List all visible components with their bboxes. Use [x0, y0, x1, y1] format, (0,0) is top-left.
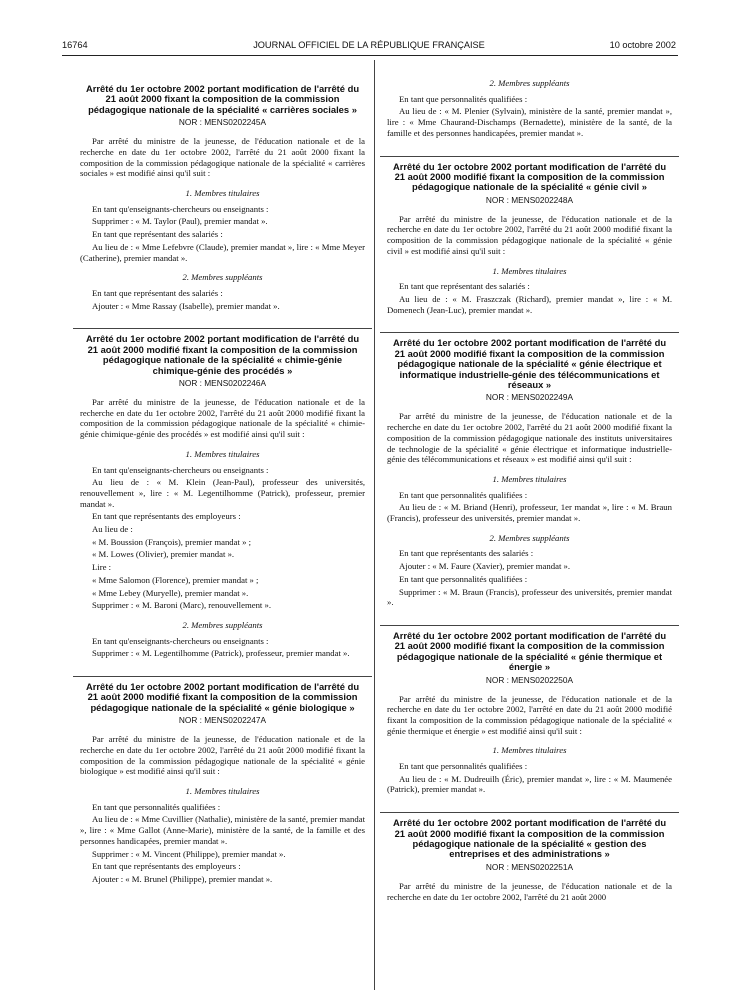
decree-line: Supprimer : « M. Legentilhomme (Patrick), professeur, premier mandat ».	[92, 648, 350, 659]
decree-line: En tant que personnalités qualifiées :	[92, 801, 221, 812]
decree-title: Arrêté du 1er octobre 2002 portant modification de l'arrêté du 21 août 2000 modifié fixant la composition de la commission pédagogique nationale de la spécialité « génie biologique »	[85, 681, 360, 713]
decree-line: « Mme Salomon (Florence), premier mandat » ;	[92, 574, 259, 585]
decree-title: Arrêté du 1er octobre 2002 portant modification de l'arrêté du 21 août 2000 modifié fixant la composition de la commission pédagogique nationale de la spécialité « génie thermique et énergie »	[392, 629, 667, 673]
section-heading: 2. Membres suppléants	[182, 272, 263, 283]
journal-title: JOURNAL OFFICIEL DE LA RÉPUBLIQUE FRANÇAISE	[253, 40, 485, 50]
page-number: 16764	[62, 40, 88, 50]
decree-line: « Mme Lebey (Muryelle), premier mandat ».	[92, 587, 249, 598]
decree-title: Arrêté du 1er octobre 2002 portant modification de l'arrêté du 21 août 2000 modifié fixant la composition de la commission pédagogique nationale de la spécialité « gestion des entreprises et des administrations »	[392, 817, 667, 860]
nor-reference: NOR : MENS0202246A	[178, 377, 267, 388]
decree-line: Ajouter : « M. Brunel (Philippe), premier mandat ».	[92, 874, 273, 884]
decree-line: Au lieu de :	[92, 524, 133, 535]
decree-line: Supprimer : « M. Vincent (Philippe), premier mandat ».	[92, 848, 286, 859]
header-rule	[62, 55, 678, 56]
decree-article	[387, 78, 672, 139]
decree-intro: Par arrêté du ministre de la jeunesse, de l'éducation nationale et de la recherche en date du 1er octobre 2002, l'arrêté du 21 août 2000 fixant la composition de la commission pédagogique nationale de la spécialité « carrières sociales » est modifié ainsi qu'il suit :	[80, 136, 365, 179]
decree-intro: Par arrêté du ministre de la jeunesse, de l'éducation nationale et de la recherche en date du 1er octobre 2002, l'arrêté du 21 août 2000 modifié fixant la composition de la commission pédagogique nationale des instituts universitaires de technologie de la spécialité « génie électrique et informatique industrielle-génie des télécommunications et réseaux » est modifié ainsi qu'il suit :	[387, 411, 672, 465]
decree-line: Au lieu de : « M. Dudreuilh (Éric), premier mandat », lire : « M. Maumenée (Patrick), premier mandat ».	[387, 773, 672, 795]
decree-line: Supprimer : « M. Baroni (Marc), renouvellement ».	[92, 600, 272, 611]
decree-article	[80, 84, 365, 311]
decree-line: En tant que représentants des employeurs :	[92, 511, 241, 522]
nor-reference: NOR : MENS0202248A	[485, 194, 574, 205]
nor-reference: NOR : MENS0202249A	[485, 392, 574, 403]
decree-title: Arrêté du 1er octobre 2002 portant modification de l'arrêté du 21 août 2000 fixant la composition de la commission pédagogique nationale de la spécialité « carrières sociales »	[85, 83, 360, 115]
nor-reference: NOR : MENS0202245A	[178, 117, 267, 128]
issue-date: 10 octobre 2002	[609, 40, 676, 50]
decree-line: Ajouter : « Mme Rassay (Isabelle), premier mandat ».	[92, 300, 280, 311]
decree-article	[387, 162, 672, 316]
decree-article	[387, 818, 672, 902]
decree-line: Lire :	[92, 562, 112, 573]
decree-intro: Par arrêté du ministre de la jeunesse, de l'éducation nationale et de la recherche en date du 1er octobre 2002, l'arrêté du 21 août 2000 modifié fixant la composition de la commission pédagogique nationale de la spécialité « chimie-génie chimique-génie des procédés » est modifié ainsi qu'il suit :	[80, 396, 365, 440]
decree-title: Arrêté du 1er octobre 2002 portant modification de l'arrêté du 21 août 2000 modifié fixant la composition de la commission pédagogique nationale de la spécialité « génie civil »	[392, 160, 667, 193]
section-heading: 1. Membres titulaires	[492, 473, 567, 484]
section-heading: 2. Membres suppléants	[182, 619, 263, 630]
decree-line: Supprimer : « M. Taylor (Paul), premier mandat ».	[92, 216, 268, 227]
decree-article	[387, 338, 672, 608]
decree-title: Arrêté du 1er octobre 2002 portant modification de l'arrêté du 21 août 2000 modifié fixant la composition de la commission pédagogique nationale de la spécialité « chimie-génie chimique-génie des procédés »	[85, 333, 360, 376]
decree-article	[80, 334, 365, 659]
right-column	[387, 60, 672, 910]
section-heading: 2. Membres suppléants	[489, 78, 570, 88]
decree-line: En tant qu'enseignants-chercheurs ou enseignants :	[92, 464, 269, 475]
section-heading: 1. Membres titulaires	[185, 188, 260, 199]
decree-intro: Par arrêté du ministre de la jeunesse, de l'éducation nationale et de la recherche en date du 1er octobre 2002, l'arrêté du 21 août 2000	[387, 880, 672, 902]
decree-line: Au lieu de : « M. Briand (Henri), professeur, 1er mandat », lire : « M. Braun (Francis), professeur des universités, premier mandat ».	[387, 502, 672, 524]
decree-line: En tant que représentant des salariés :	[92, 229, 223, 240]
decree-line: Au lieu de : « Mme Cuvillier (Nathalie), ministère de la santé, premier mandat », lire : « Mme Gallot (Anne-Marie), ministère de la santé, de la famille et des personnes handicapées, premier mandat ».	[80, 814, 365, 846]
decree-line: En tant que personnalités qualifiées :	[399, 93, 528, 104]
decree-line: « M. Boussion (François), premier mandat » ;	[92, 536, 252, 547]
decree-line: Ajouter : « M. Faure (Xavier), premier mandat ».	[399, 561, 571, 572]
decree-intro: Par arrêté du ministre de la jeunesse, de l'éducation nationale et de la recherche en date du 1er octobre 2002, l'arrêté du 21 août 2000 modifié fixant la composition de la commission pédagogique nationale de la spécialité « génie biologique » est modifié ainsi qu'il suit :	[80, 734, 365, 777]
decree-line: En tant que personnalités qualifiées :	[399, 573, 528, 584]
decree-line: En tant que personnalités qualifiées :	[399, 761, 528, 772]
decree-title: Arrêté du 1er octobre 2002 portant modification de l'arrêté du 21 août 2000 modifié fixant la composition de la commission pédagogique nationale de la spécialité « génie électrique et informatique industrielle-génie des télécommunications et réseaux »	[392, 337, 667, 390]
decree-line: En tant que représentant des salariés :	[92, 287, 223, 298]
nor-reference: NOR : MENS0202247A	[178, 715, 267, 726]
decree-line: Au lieu de : « M. Klein (Jean-Paul), professeur des universités, renouvellement », lire : « M. Legentilhomme (Patrick), professeur, premier mandat ».	[80, 477, 365, 509]
decree-line: Au lieu de : « M. Plenier (Sylvain), ministère de la santé, premier mandat », lire : « Mme Chaurand-Dischamps (Bernadette), ministère de la santé, de la famille et des personnes handicapées, premier mandat ».	[387, 106, 672, 138]
section-heading: 1. Membres titulaires	[185, 448, 260, 459]
page-header	[62, 40, 676, 54]
section-heading: 1. Membres titulaires	[492, 265, 567, 276]
decree-intro: Par arrêté du ministre de la jeunesse, de l'éducation nationale et de la recherche en date du 1er octobre 2002, l'arrêté du 21 août 2000 modifié fixant la composition de la commission pédagogique nationale de la spécialité « génie civil » est modifié ainsi qu'il suit :	[387, 213, 672, 256]
decree-line: En tant que représentants des employeurs :	[92, 861, 241, 872]
decree-line: En tant que représentant des salariés :	[399, 281, 530, 292]
decree-line: En tant que personnalités qualifiées :	[399, 489, 528, 500]
section-heading: 1. Membres titulaires	[492, 745, 567, 756]
section-heading: 1. Membres titulaires	[185, 786, 260, 797]
decree-line: En tant qu'enseignants-chercheurs ou enseignants :	[92, 635, 269, 646]
decree-article	[387, 631, 672, 795]
section-heading: 2. Membres suppléants	[489, 532, 570, 543]
nor-reference: NOR : MENS0202251A	[485, 861, 574, 872]
decree-line: Au lieu de : « Mme Lefebvre (Claude), premier mandat », lire : « Mme Meyer (Catherine), premier mandat ».	[80, 241, 365, 263]
decree-line: « M. Lowes (Olivier), premier mandat ».	[92, 549, 235, 560]
decree-article	[80, 682, 365, 885]
left-column	[80, 60, 365, 887]
nor-reference: NOR : MENS0202250A	[485, 674, 574, 685]
decree-line: Supprimer : « M. Braun (Francis), professeur des universités, premier mandat ».	[387, 586, 672, 608]
decree-line: En tant que représentants des salariés :	[399, 548, 534, 559]
decree-intro: Par arrêté du ministre de la jeunesse, de l'éducation nationale et de la recherche en date du 1er octobre 2002, l'arrêté en date du 21 août 2000 modifié fixant la composition de la commission pédagogique nationale de la spécialité « génie thermique et énergie » est modifié ainsi qu'il suit :	[387, 693, 672, 736]
column-separator	[374, 60, 375, 990]
decree-line: En tant qu'enseignants-chercheurs ou enseignants :	[92, 203, 269, 214]
decree-line: Au lieu de : « M. Fraszczak (Richard), premier mandat », lire : « M. Domenech (Jean-Luc), premier mandat ».	[387, 293, 672, 315]
